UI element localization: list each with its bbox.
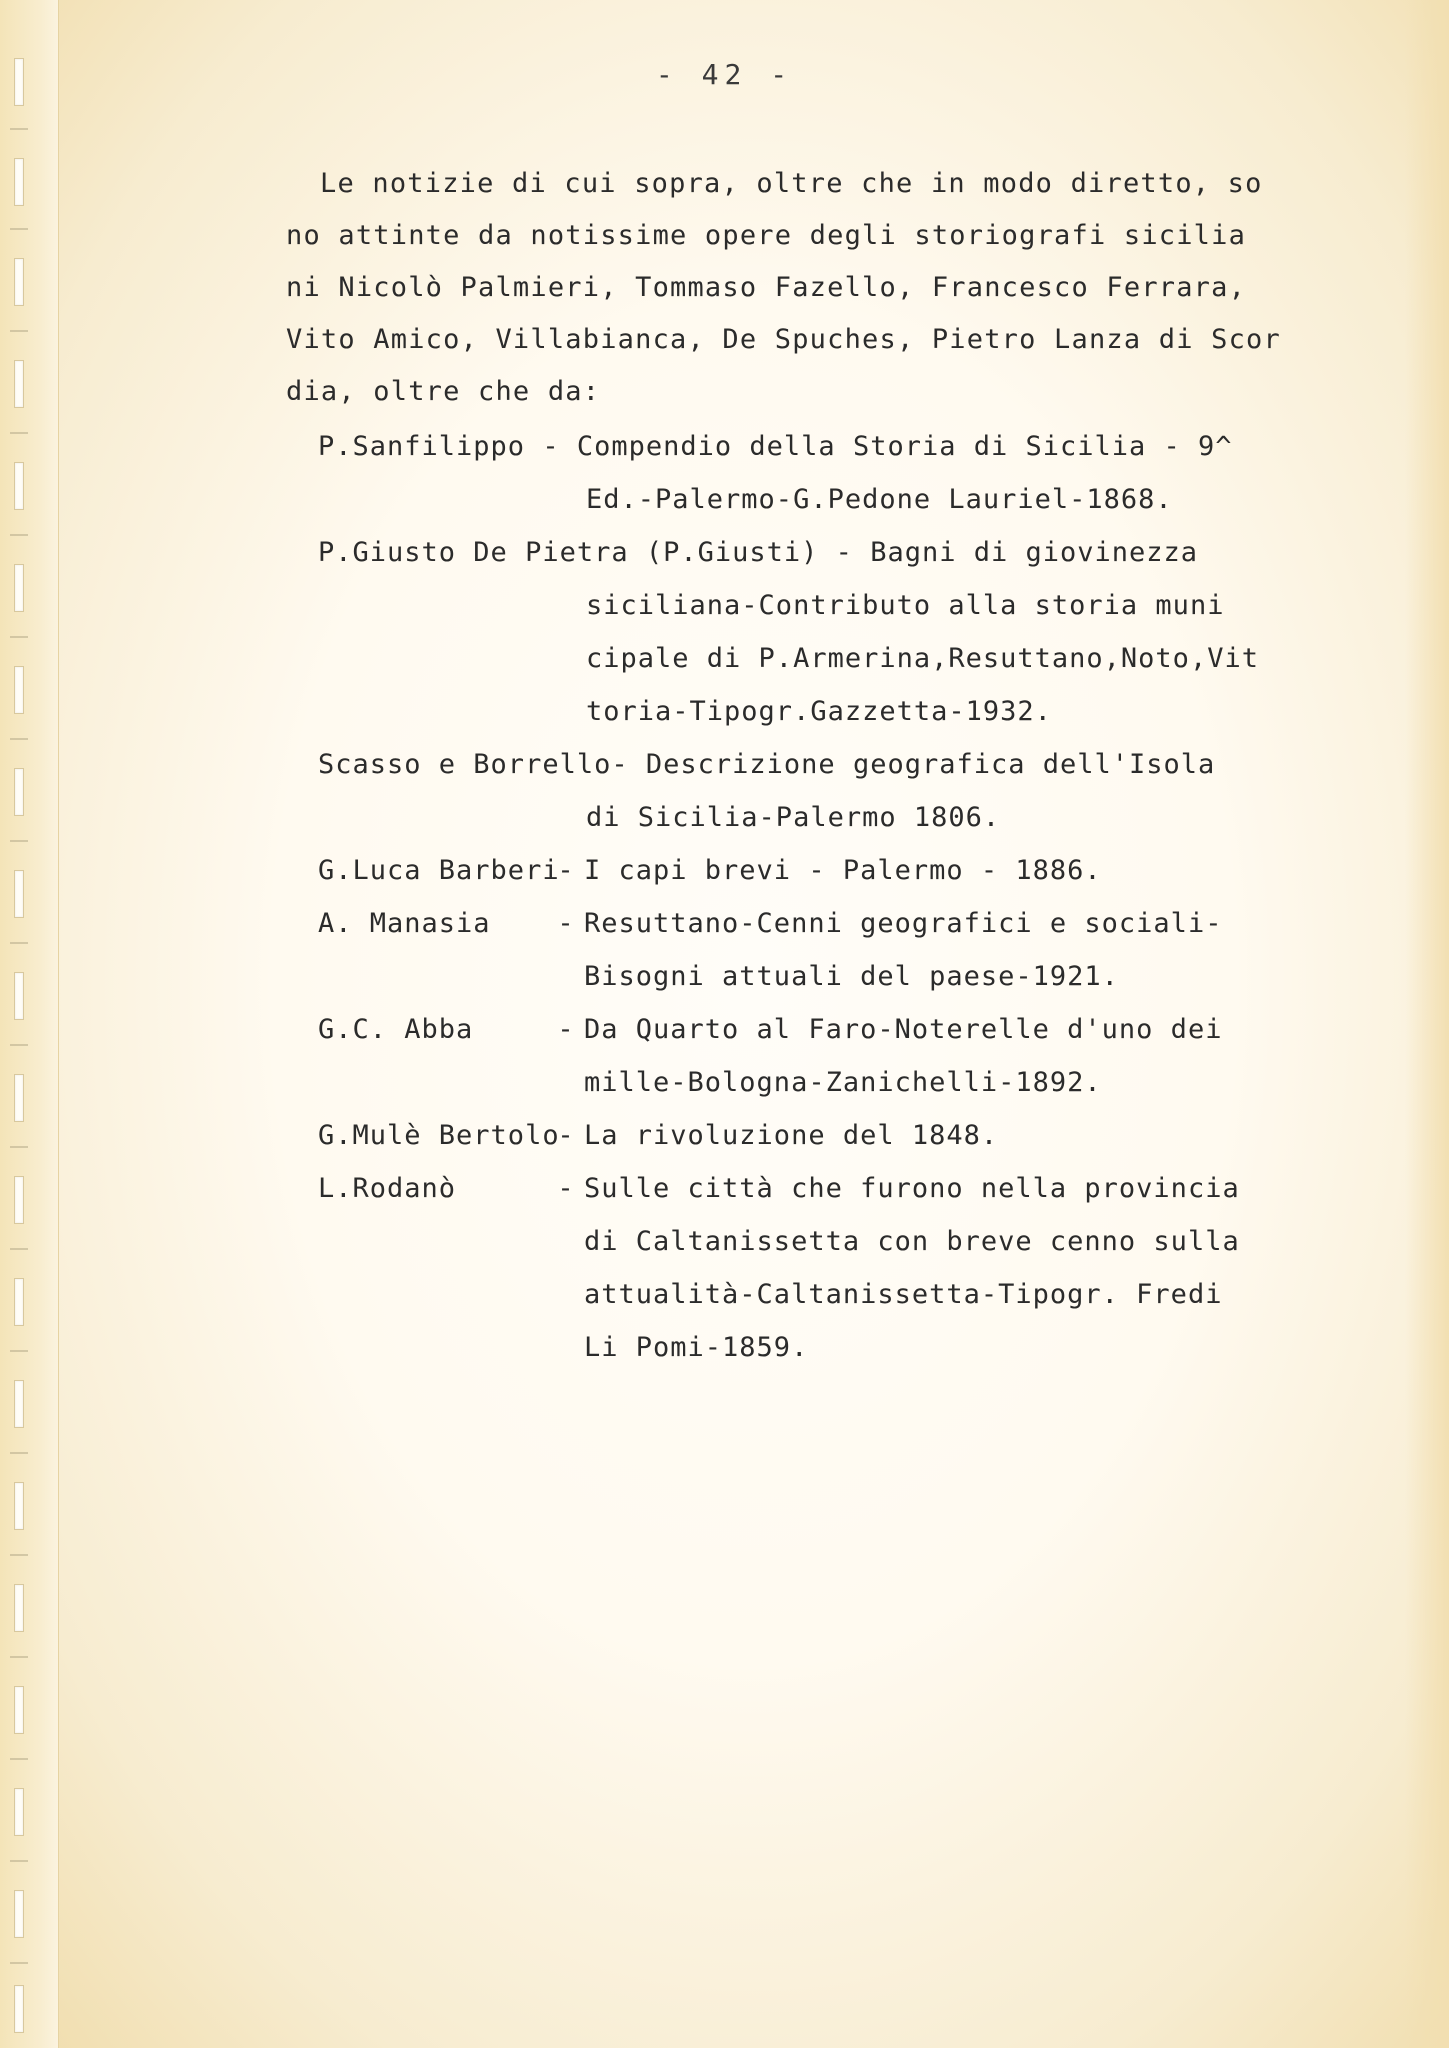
binding-mark <box>10 1452 28 1454</box>
binding-hole <box>14 1380 24 1428</box>
binding-hole <box>14 1278 24 1326</box>
binding-hole <box>14 1686 24 1734</box>
binding-mark <box>10 228 28 230</box>
binding-hole <box>14 1482 24 1530</box>
binding-hole <box>14 768 24 816</box>
spiral-binding-strip <box>0 0 59 2048</box>
binding-mark <box>10 1146 28 1148</box>
binding-mark <box>10 636 28 638</box>
entry-title: Descrizione geografica dell'Isola <box>645 749 1216 780</box>
binding-hole <box>14 158 24 206</box>
entry-author: P.Giusto De Pietra (P.Giusti) <box>318 537 819 568</box>
intro-paragraph <box>286 158 1331 418</box>
bibliography-entry <box>318 1162 1318 1374</box>
binding-mark <box>10 1554 28 1556</box>
entry-continuation: attualità-Caltanissetta-Tipogr. Fredi <box>584 1279 1223 1310</box>
binding-hole <box>14 666 24 714</box>
entry-author: L.Rodanò <box>318 1173 457 1204</box>
entry-separator: - <box>557 855 575 886</box>
binding-hole <box>14 1890 24 1938</box>
entry-author: G.C. Abba <box>318 1014 474 1045</box>
paragraph-line: Le notizie di cui sopra, oltre che in modo diretto, so <box>320 168 1263 199</box>
binding-hole <box>14 1584 24 1632</box>
entry-continuation: mille-Bologna-Zanichelli-1892. <box>584 1067 1102 1098</box>
bibliography-entry <box>318 1109 1318 1162</box>
binding-hole <box>14 462 24 510</box>
entry-continuation: Bisogni attuali del paese-1921. <box>584 961 1119 992</box>
entry-author: G.Luca Barberi <box>318 855 560 886</box>
entry-continuation: di Caltanissetta con breve cenno sulla <box>584 1226 1240 1257</box>
binding-mark <box>10 1758 28 1760</box>
entry-title: Da Quarto al Faro-Noterelle d'uno dei <box>584 1014 1223 1045</box>
bibliography-list <box>318 420 1318 1374</box>
page-number: - 42 - <box>655 58 794 91</box>
entry-title: La rivoluzione del 1848. <box>584 1120 999 1151</box>
binding-hole <box>14 870 24 918</box>
entry-title: Bagni di giovinezza <box>870 537 1199 568</box>
entry-separator: - <box>557 1014 575 1045</box>
binding-mark <box>10 1962 28 1964</box>
binding-mark <box>10 432 28 434</box>
bibliography-entry <box>318 738 1318 844</box>
entry-separator: - <box>835 537 871 568</box>
entry-title: Compendio della Storia di Sicilia - 9^ <box>576 431 1233 462</box>
entry-continuation: toria-Tipogr.Gazzetta-1932. <box>586 696 1052 727</box>
entry-continuation: di Sicilia-Palermo 1806. <box>586 802 1001 833</box>
binding-mark <box>10 942 28 944</box>
entry-title: I capi brevi - Palermo - 1886. <box>584 855 1102 886</box>
entry-title: Sulle città che furono nella provincia <box>584 1173 1240 1204</box>
binding-mark <box>10 128 28 130</box>
entry-author: G.Mulè Bertolo <box>318 1120 560 1151</box>
entry-separator: - <box>542 431 577 462</box>
bibliography-entry <box>318 897 1318 1003</box>
binding-hole <box>14 1074 24 1122</box>
binding-hole <box>14 360 24 408</box>
bibliography-entry <box>318 526 1318 738</box>
binding-mark <box>10 1350 28 1352</box>
entry-continuation: cipale di P.Armerina,Resuttano,Noto,Vit <box>586 643 1259 674</box>
binding-hole <box>14 564 24 612</box>
binding-mark <box>10 1248 28 1250</box>
entry-separator: - <box>557 908 575 939</box>
entry-separator: - <box>557 1173 575 1204</box>
bibliography-entry <box>318 1003 1318 1109</box>
binding-mark <box>10 840 28 842</box>
page-edge-shadow <box>1405 0 1449 2048</box>
entry-separator: - <box>557 1120 575 1151</box>
entry-title: Resuttano-Cenni geografici e sociali- <box>584 908 1223 939</box>
binding-mark <box>10 1860 28 1862</box>
entry-continuation: Li Pomi-1859. <box>584 1332 809 1363</box>
binding-hole <box>14 1788 24 1836</box>
binding-hole <box>14 258 24 306</box>
binding-mark <box>10 738 28 740</box>
bibliography-entry <box>318 420 1318 526</box>
bibliography-entry <box>318 844 1318 897</box>
paragraph-line: dia, oltre che da: <box>286 376 601 407</box>
paragraph-line: ni Nicolò Palmieri, Tommaso Fazello, Francesco Ferrara, <box>286 272 1247 303</box>
binding-mark <box>10 1044 28 1046</box>
paragraph-line: no attinte da notissime opere degli storiografi sicilia <box>286 220 1247 251</box>
binding-mark <box>10 1656 28 1658</box>
entry-author: Scasso e Borrello- <box>318 749 629 780</box>
paragraph-line: Vito Amico, Villabianca, De Spuches, Pietro Lanza di Scor <box>286 324 1281 355</box>
binding-mark <box>10 534 28 536</box>
binding-hole <box>14 972 24 1020</box>
entry-continuation: siciliana-Contributo alla storia muni <box>586 590 1225 621</box>
binding-hole <box>14 1985 24 2033</box>
entry-author: A. Manasia <box>318 908 491 939</box>
entry-continuation: Ed.-Palermo-G.Pedone Lauriel-1868. <box>586 484 1173 515</box>
binding-mark <box>10 330 28 332</box>
binding-hole <box>14 1176 24 1224</box>
entry-author: P.Sanfilippo <box>318 431 526 462</box>
